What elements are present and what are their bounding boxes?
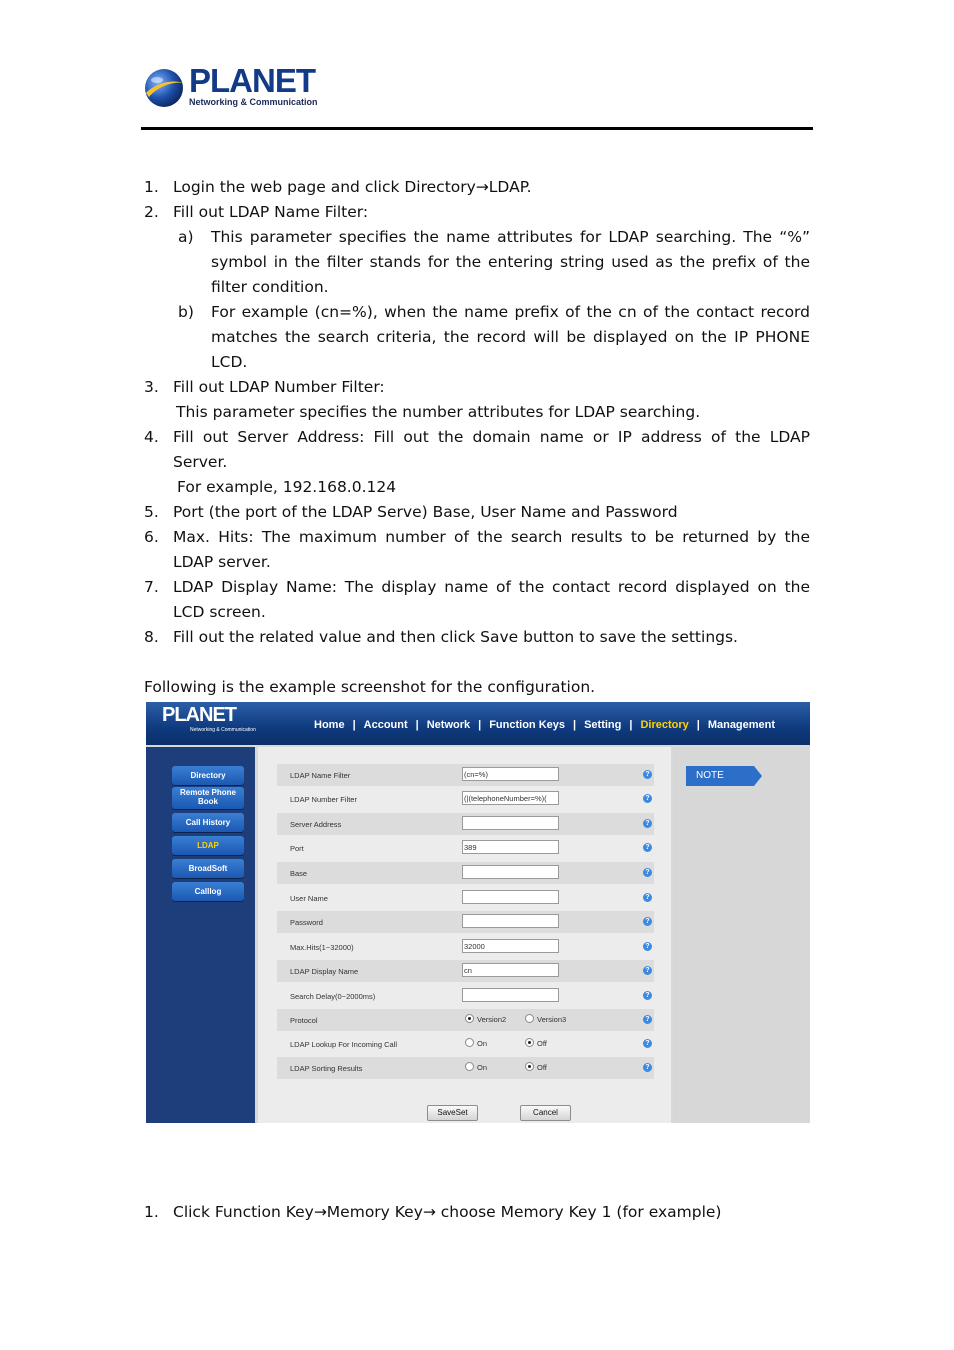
step-number: 6. [144,528,159,546]
sub-text: This parameter specifies the name attributes for LDAP searching. The “%” [211,228,810,246]
help-icon[interactable]: ? [643,1063,652,1072]
lookup-off-radio[interactable]: Off [525,1038,547,1048]
lookup-on-radio[interactable]: On [465,1038,487,1048]
form-row [277,813,654,835]
sub-text: LCD. [211,353,248,371]
step-text: LDAP server. [173,553,271,571]
cancel-button[interactable]: Cancel [520,1105,571,1121]
screenshot-brand: PLANET [162,704,236,726]
ldap-config-screenshot [146,702,810,1123]
form-row [277,837,654,859]
field-label: Base [290,869,308,878]
field-label: LDAP Name Filter [290,771,351,780]
field-label: User Name [290,894,328,903]
field-label: LDAP Number Filter [290,795,357,804]
logo-wordmark: PLANET [189,62,315,99]
sidebar-item-broadsoft[interactable]: BroadSoft [172,859,244,878]
form-row [277,788,654,810]
form-row [277,960,654,982]
sidebar-item-remote-phone-book[interactable]: Remote Phone Book [172,787,244,809]
search-delay-input[interactable] [462,988,559,1002]
header-rule [141,127,813,130]
field-label: Protocol [290,1016,318,1025]
note-tab: NOTE [686,766,754,786]
step-text: Click Function Key→Memory Key→ choose Memory Key 1 (for example) [173,1203,722,1221]
protocol-version2-radio[interactable]: Version2 [465,1014,506,1024]
sidebar-item-directory[interactable]: Directory [172,766,244,785]
logo-tagline: Networking & Communication [189,97,318,107]
field-label: LDAP Sorting Results [290,1064,363,1073]
step-number: 8. [144,628,159,646]
max-hits-input[interactable]: 32000 [462,939,559,953]
help-icon[interactable]: ? [643,966,652,975]
help-icon[interactable]: ? [643,794,652,803]
form-row [277,936,654,958]
help-icon[interactable]: ? [643,770,652,779]
help-icon[interactable]: ? [643,843,652,852]
help-icon[interactable]: ? [643,893,652,902]
note-panel [673,747,810,1123]
password-input[interactable] [462,914,559,928]
nav-function-keys[interactable]: Function Keys [489,719,565,731]
form-row [277,1033,654,1055]
nav-network[interactable]: Network [426,719,471,731]
sub-label: a) [178,228,194,246]
sub-text: filter condition. [211,278,329,296]
nav-directory[interactable]: Directory [640,719,689,731]
step-text: Fill out LDAP Number Filter: [173,378,385,396]
help-icon[interactable]: ? [643,868,652,877]
nav-management[interactable]: Management [707,719,776,731]
field-label: Port [290,844,304,853]
screenshot-brand-sub: Networking & Communication [190,727,256,733]
step-detail: This parameter specifies the number attributes for LDAP searching. [176,403,701,421]
form-row [277,764,654,786]
step-text: Fill out Server Address: Fill out the domain name or IP address of the LDAP [173,428,810,446]
step-number: 2. [144,203,159,221]
user-name-input[interactable] [462,890,559,904]
server-address-input[interactable] [462,816,559,830]
field-label: Search Delay(0~2000ms) [290,992,376,1001]
step-text: LDAP Display Name: The display name of the contact record displayed on the [173,578,810,596]
step-text: Server. [173,453,228,471]
step-number: 5. [144,503,159,521]
form-row [277,1009,654,1031]
form-row [277,985,654,1007]
nav-account[interactable]: Account [363,719,408,731]
field-label: Max.Hits(1~32000) [290,943,354,952]
step-detail: For example, 192.168.0.124 [177,478,397,496]
step-number: 1. [144,178,159,196]
sorting-on-radio[interactable]: On [465,1062,487,1072]
step-number: 1. [144,1203,159,1221]
form-row [277,862,654,884]
sub-text: matches the search criteria, the record will be displayed on the IP PHONE [211,328,810,346]
base-input[interactable] [462,865,559,879]
port-input[interactable]: 389 [462,840,559,854]
sub-text: For example (cn=%), when the name prefix of the cn of the contact record [211,303,810,321]
form-row [277,1057,654,1079]
ldap-name-filter-input[interactable]: (cn=%) [462,767,559,781]
planet-globe-icon [143,67,185,109]
help-icon[interactable]: ? [643,1039,652,1048]
field-label: LDAP Lookup For Incoming Call [290,1040,397,1049]
planet-logo [143,62,318,110]
saveset-button[interactable]: SaveSet [427,1105,478,1121]
protocol-version3-radio[interactable]: Version3 [525,1014,566,1024]
top-nav-bar [146,702,810,745]
step-number: 4. [144,428,159,446]
sidebar-item-ldap[interactable]: LDAP [172,836,244,855]
field-label: Password [290,918,323,927]
field-label: LDAP Display Name [290,967,359,976]
field-label: Server Address [290,820,342,829]
sorting-off-radio[interactable]: Off [525,1062,547,1072]
step-number: 3. [144,378,159,396]
form-row [277,887,654,909]
sidebar [146,747,255,1123]
step-text: Fill out LDAP Name Filter: [173,203,369,221]
step-text: Login the web page and click Directory→LDAP. [173,178,532,196]
ldap-display-name-input[interactable]: cn [462,963,559,977]
step-text: Max. Hits: The maximum number of the search results to be returned by the [173,528,810,546]
sub-text: symbol in the filter stands for the entering string used as the prefix of the [211,253,810,271]
nav-home[interactable]: Home [314,719,345,731]
help-icon[interactable]: ? [643,942,652,951]
step-text: Port (the port of the LDAP Serve) Base, User Name and Password [173,503,678,521]
ldap-form [258,747,671,1123]
sidebar-item-calllog[interactable]: Calllog [172,882,244,901]
sub-label: b) [178,303,194,321]
ldap-number-filter-input[interactable]: (|(telephoneNumber=%)( [462,791,559,805]
step-number: 7. [144,578,159,596]
nav-setting[interactable]: Setting [584,719,622,731]
step-text: LCD screen. [173,603,266,621]
main-nav: Home | Account | Network | Function Keys | Setting | Directory | Management [306,719,783,731]
step-text: Fill out the related value and then click Save button to save the settings. [173,628,738,646]
help-icon[interactable]: ? [643,819,652,828]
help-icon[interactable]: ? [643,1015,652,1024]
help-icon[interactable]: ? [643,991,652,1000]
caption-text: Following is the example screenshot for the configuration. [144,678,596,696]
sidebar-item-call-history[interactable]: Call History [172,813,244,832]
form-row [277,911,654,933]
help-icon[interactable]: ? [643,917,652,926]
